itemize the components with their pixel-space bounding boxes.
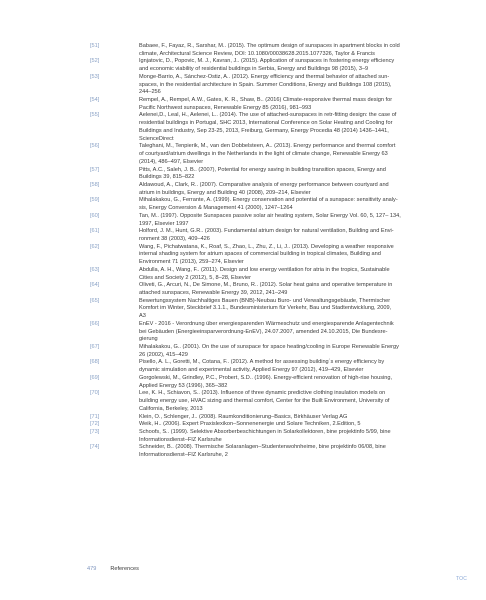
reference-item bbox=[90, 97, 440, 112]
reference-item bbox=[90, 444, 440, 459]
reference-number[interactable]: [72] bbox=[90, 421, 100, 428]
reference-number[interactable]: [60] bbox=[90, 212, 100, 219]
reference-text-line: Buildings 39, 815–822 bbox=[139, 174, 195, 181]
reference-text-line: A3 bbox=[139, 313, 146, 320]
reference-text-line: Pacific Northwest sunspaces, Renewable Energy 85 (2016), 981–993 bbox=[139, 104, 312, 111]
reference-text-line: 244–256 bbox=[139, 89, 161, 96]
reference-number[interactable]: [64] bbox=[90, 282, 100, 289]
reference-item bbox=[90, 43, 440, 58]
reference-text-line: Abdulla, A. H., Wang, F.. (2011). Design and low energy ventilation for atria in the tropics, Sustainable bbox=[139, 266, 390, 273]
reference-item bbox=[90, 167, 440, 182]
reference-item bbox=[90, 321, 440, 344]
reference-text-line: spaces, in the residential architecture in Spain. Summer Conditions, Energy and Buildings 108 (2015), bbox=[139, 81, 392, 88]
reference-text-line: Schoofs, S.. (1999). Selektive Absorberbeschichtungen in Solarkollektoren, bine projektinfo 5/99, bine bbox=[139, 428, 391, 435]
reference-text-line: Ignjatovic, D., Popovic, M. J., Kavran, J.. (2015). Application of sunspaces in fostering energy efficiency bbox=[139, 58, 395, 65]
reference-item bbox=[90, 429, 440, 444]
reference-text-line: dynamic simulation and experimental activity, Applied Energy 97 (2012), 419–429, Elsevier bbox=[139, 367, 364, 374]
reference-item bbox=[90, 359, 440, 374]
reference-item bbox=[90, 182, 440, 197]
reference-text-line: Lee, K. H., Schiavon, S.. (2013). Influence of three dynamic predictive clothing insulation models on bbox=[139, 390, 386, 397]
reference-item bbox=[90, 143, 440, 166]
reference-text-line: Monge-Barrio, A., Sánchez-Ostiz, A.. (2012). Energy efficiency and thermal behavior of attached sun- bbox=[139, 73, 390, 80]
reference-text-line: Informationsdienst–FIZ Karlsruhe, 2 bbox=[139, 452, 228, 459]
reference-text-line: building energy use, HVAC sizing and thermal comfort, Center for the Built Environment, University of bbox=[139, 398, 390, 405]
reference-text-line: internal shading system for atrium spaces of commercial building in tropical climates, Building and bbox=[139, 251, 381, 258]
reference-number[interactable]: [52] bbox=[90, 58, 100, 65]
reference-text-line: 1997, Elsevier 1997 bbox=[139, 220, 189, 227]
reference-text-line: Weik, H.. (2006). Expert Praxislexikon–Sonnenenergie und Solare Techniken, 2.Edition, 5 bbox=[139, 421, 361, 428]
reference-text-line: and economic viability of residential buildings in Serbia, Energy and Buildings 98 (2015), 3–9 bbox=[139, 66, 369, 73]
reference-text-line: Mihalakakou, G.. (2001). On the use of sunspace for space heating/cooling in Europe Renewable Energy bbox=[139, 344, 399, 351]
reference-text-line: gierung bbox=[139, 336, 158, 343]
reference-text-line: Oliveti, G., Arcuri, N., De Simone, M., Bruno, R.. (2012). Solar heat gains and operative temperature in bbox=[139, 282, 393, 289]
reference-text-line: sis, Energy Conversion & Management 41 (2000), 1247–1264 bbox=[139, 205, 293, 212]
reference-text-line: Aelenei,D., Leal, H., Aelenei, L.. (2014). The use of attached-sunspaces in retr-fitting design: the case of bbox=[139, 112, 397, 119]
reference-text-line: Taleghani, M., Tenpierik, M., van den Dobbelsteen, A.. (2013). Energy performance and thermal comfort bbox=[139, 143, 396, 150]
reference-number[interactable]: [68] bbox=[90, 359, 100, 366]
reference-number[interactable]: [53] bbox=[90, 73, 100, 80]
reference-number[interactable]: [74] bbox=[90, 444, 100, 451]
reference-item bbox=[90, 298, 440, 321]
reference-item bbox=[90, 344, 440, 359]
reference-text-line: Pitts, A.C., Saleh, J. B.. (2007), Potential for energy saving in building transition spaces, Energy and bbox=[139, 166, 386, 173]
reference-text-line: Aldawoud, A., Clark, R.. (2007). Comparative analysis of energy performance between courtyard and bbox=[139, 181, 389, 188]
reference-text-line: (2014), 486–497, Elsevier bbox=[139, 158, 204, 165]
reference-text-line: Bewertungssystem Nachhaltiges Bauen (BNB)-Neubau Buro- und Verwaltungsgebäude, Thermischer bbox=[139, 297, 391, 304]
reference-text-line: Babaee, F., Fayaz, R., Sarshar, M.. (2015). The optimum design of sunspaces in apartment blocks in cold bbox=[139, 43, 400, 49]
reference-number[interactable]: [63] bbox=[90, 266, 100, 273]
reference-text-line: Komfort im Winter, Steckbrief 3.1.1., Bundesministerium für Verkehr, Bau und Stadtentwicklung, 2009, bbox=[139, 305, 392, 312]
reference-number[interactable]: [71] bbox=[90, 413, 100, 420]
reference-item bbox=[90, 112, 440, 143]
reference-text-line: Buildings and Industry, Sep 23-25, 2013, Freiburg, Germany, Energy Procedia 48 (2014) 1436–1441, bbox=[139, 127, 389, 134]
reference-text-line: Mihalakakou, G., Ferrante, A. (1999). Energy conservation and potential of a sunspace: sensitivity analy- bbox=[139, 197, 398, 204]
reference-number[interactable]: [70] bbox=[90, 390, 100, 397]
reference-text-line: Holford, J. M., Hunt, G.R.. (2003). Fundamental atrium design for natural ventilation, Building and Envi- bbox=[139, 228, 394, 235]
reference-number[interactable]: [59] bbox=[90, 197, 100, 204]
reference-text-line: California, Berkeley, 2013 bbox=[139, 405, 203, 412]
reference-text-line: Tan, M.. (1997). Opposite Sunspaces passive solar air heating system, Solar Energy Vol. 60, 5, 127– 134, bbox=[139, 212, 401, 219]
reference-number[interactable]: [61] bbox=[90, 228, 100, 235]
reference-number[interactable]: [57] bbox=[90, 166, 100, 173]
reference-item bbox=[90, 58, 440, 73]
section-title: References bbox=[110, 566, 139, 572]
reference-text-line: ronment 38 (2003), 409–426 bbox=[139, 235, 210, 242]
reference-item bbox=[90, 197, 440, 212]
reference-list bbox=[90, 43, 440, 460]
reference-text-line: 26 (2002), 415–429 bbox=[139, 351, 188, 358]
reference-text-line: Rempel, A., Rempel, A.W., Gates, K. R., Shaw, B.. (2016) Climate-responsive thermal mass design for bbox=[139, 97, 393, 104]
reference-number[interactable]: [62] bbox=[90, 243, 100, 250]
reference-text-line: ScienceDirect bbox=[139, 135, 174, 142]
page-footer bbox=[87, 566, 139, 572]
reference-number[interactable]: [56] bbox=[90, 143, 100, 150]
reference-text-line: Cities and Society 2 (2012), 5, 8–28, Elsevier bbox=[139, 274, 251, 281]
reference-number[interactable]: [65] bbox=[90, 297, 100, 304]
reference-text-line: Schneider, B.. (2008). Thermische Solaranlagen–Studentenwohnheime, bine projektinfo 06/08, bine bbox=[139, 444, 386, 451]
reference-item bbox=[90, 414, 440, 422]
reference-text-line: atrium in buildings, Energy and Building 40 (2008), 209–214, Elsevier bbox=[139, 189, 311, 196]
reference-number[interactable]: [51] bbox=[90, 43, 100, 49]
reference-number[interactable]: [73] bbox=[90, 428, 100, 435]
reference-number[interactable]: [58] bbox=[90, 181, 100, 188]
reference-item bbox=[90, 228, 440, 243]
reference-text-line: Informationsdienst–FIZ Karlsruhe bbox=[139, 436, 222, 443]
reference-number[interactable]: [67] bbox=[90, 344, 100, 351]
reference-item bbox=[90, 421, 440, 429]
reference-text-line: Applied Energy 53 (1996), 365–382 bbox=[139, 382, 228, 389]
reference-text-line: attached sunspaces, Renewable Energy 39, 2012, 241–249 bbox=[139, 290, 288, 296]
reference-item bbox=[90, 74, 440, 97]
reference-number[interactable]: [66] bbox=[90, 320, 100, 327]
reference-item bbox=[90, 282, 440, 297]
reference-text-line: Wang, F., Pichatwatana, K., Roaf, S., Zhao, L., Zhu, Z., Li, J.. (2013). Developing a weather responsive bbox=[139, 243, 394, 250]
reference-item bbox=[90, 213, 440, 228]
reference-number[interactable]: [54] bbox=[90, 97, 100, 104]
reference-item bbox=[90, 390, 440, 413]
reference-number[interactable]: [55] bbox=[90, 112, 100, 119]
reference-text-line: Pisello, A. L., Goretti, M., Cotana, F.. (2012). A method for assessing building´s energy efficiency by bbox=[139, 359, 385, 366]
reference-text-line: Gorgolewski, M., Grindley, P.C., Probert, S.D.. (1996). Energy-efficient renovation of high-rise housing, bbox=[139, 374, 393, 381]
reference-text-line: residential buildings in Portugal, SHC 2013, International Conference on Solar Heating and Cooling for bbox=[139, 120, 393, 127]
reference-text-line: bei Gebäuden (Energieeinsparverordnung-EnEV), 24.07.2007, amended 24.10.2015, Die Bundesre- bbox=[139, 328, 388, 335]
reference-item bbox=[90, 267, 440, 282]
reference-item bbox=[90, 244, 440, 267]
reference-number[interactable]: [69] bbox=[90, 374, 100, 381]
reference-text-line: Environment 71 (2013), 259–274, Elsevier bbox=[139, 259, 244, 266]
reference-item bbox=[90, 375, 440, 390]
reference-text-line: EnEV - 2016 - Verordnung über energiesparenden Wärmeschutz und energiesparende Anlagentechnik bbox=[139, 320, 394, 327]
page-number: 479 bbox=[87, 566, 97, 572]
toc-link[interactable]: TOC bbox=[456, 576, 468, 582]
reference-text-line: of courtyard/atrium dwellings in the Netherlands in the light of climate change, Renewable Energy 63 bbox=[139, 151, 388, 158]
reference-text-line: climate, Architectural Science Review, DOI: 10.1080/00038628.2015.1077326, Taylor & Francis bbox=[139, 50, 375, 57]
reference-text-line: Klein, O., Schlenger, J.. (2008). Raumkonditionierung–Basics, Birkhäuser Verlag AG bbox=[139, 413, 348, 420]
